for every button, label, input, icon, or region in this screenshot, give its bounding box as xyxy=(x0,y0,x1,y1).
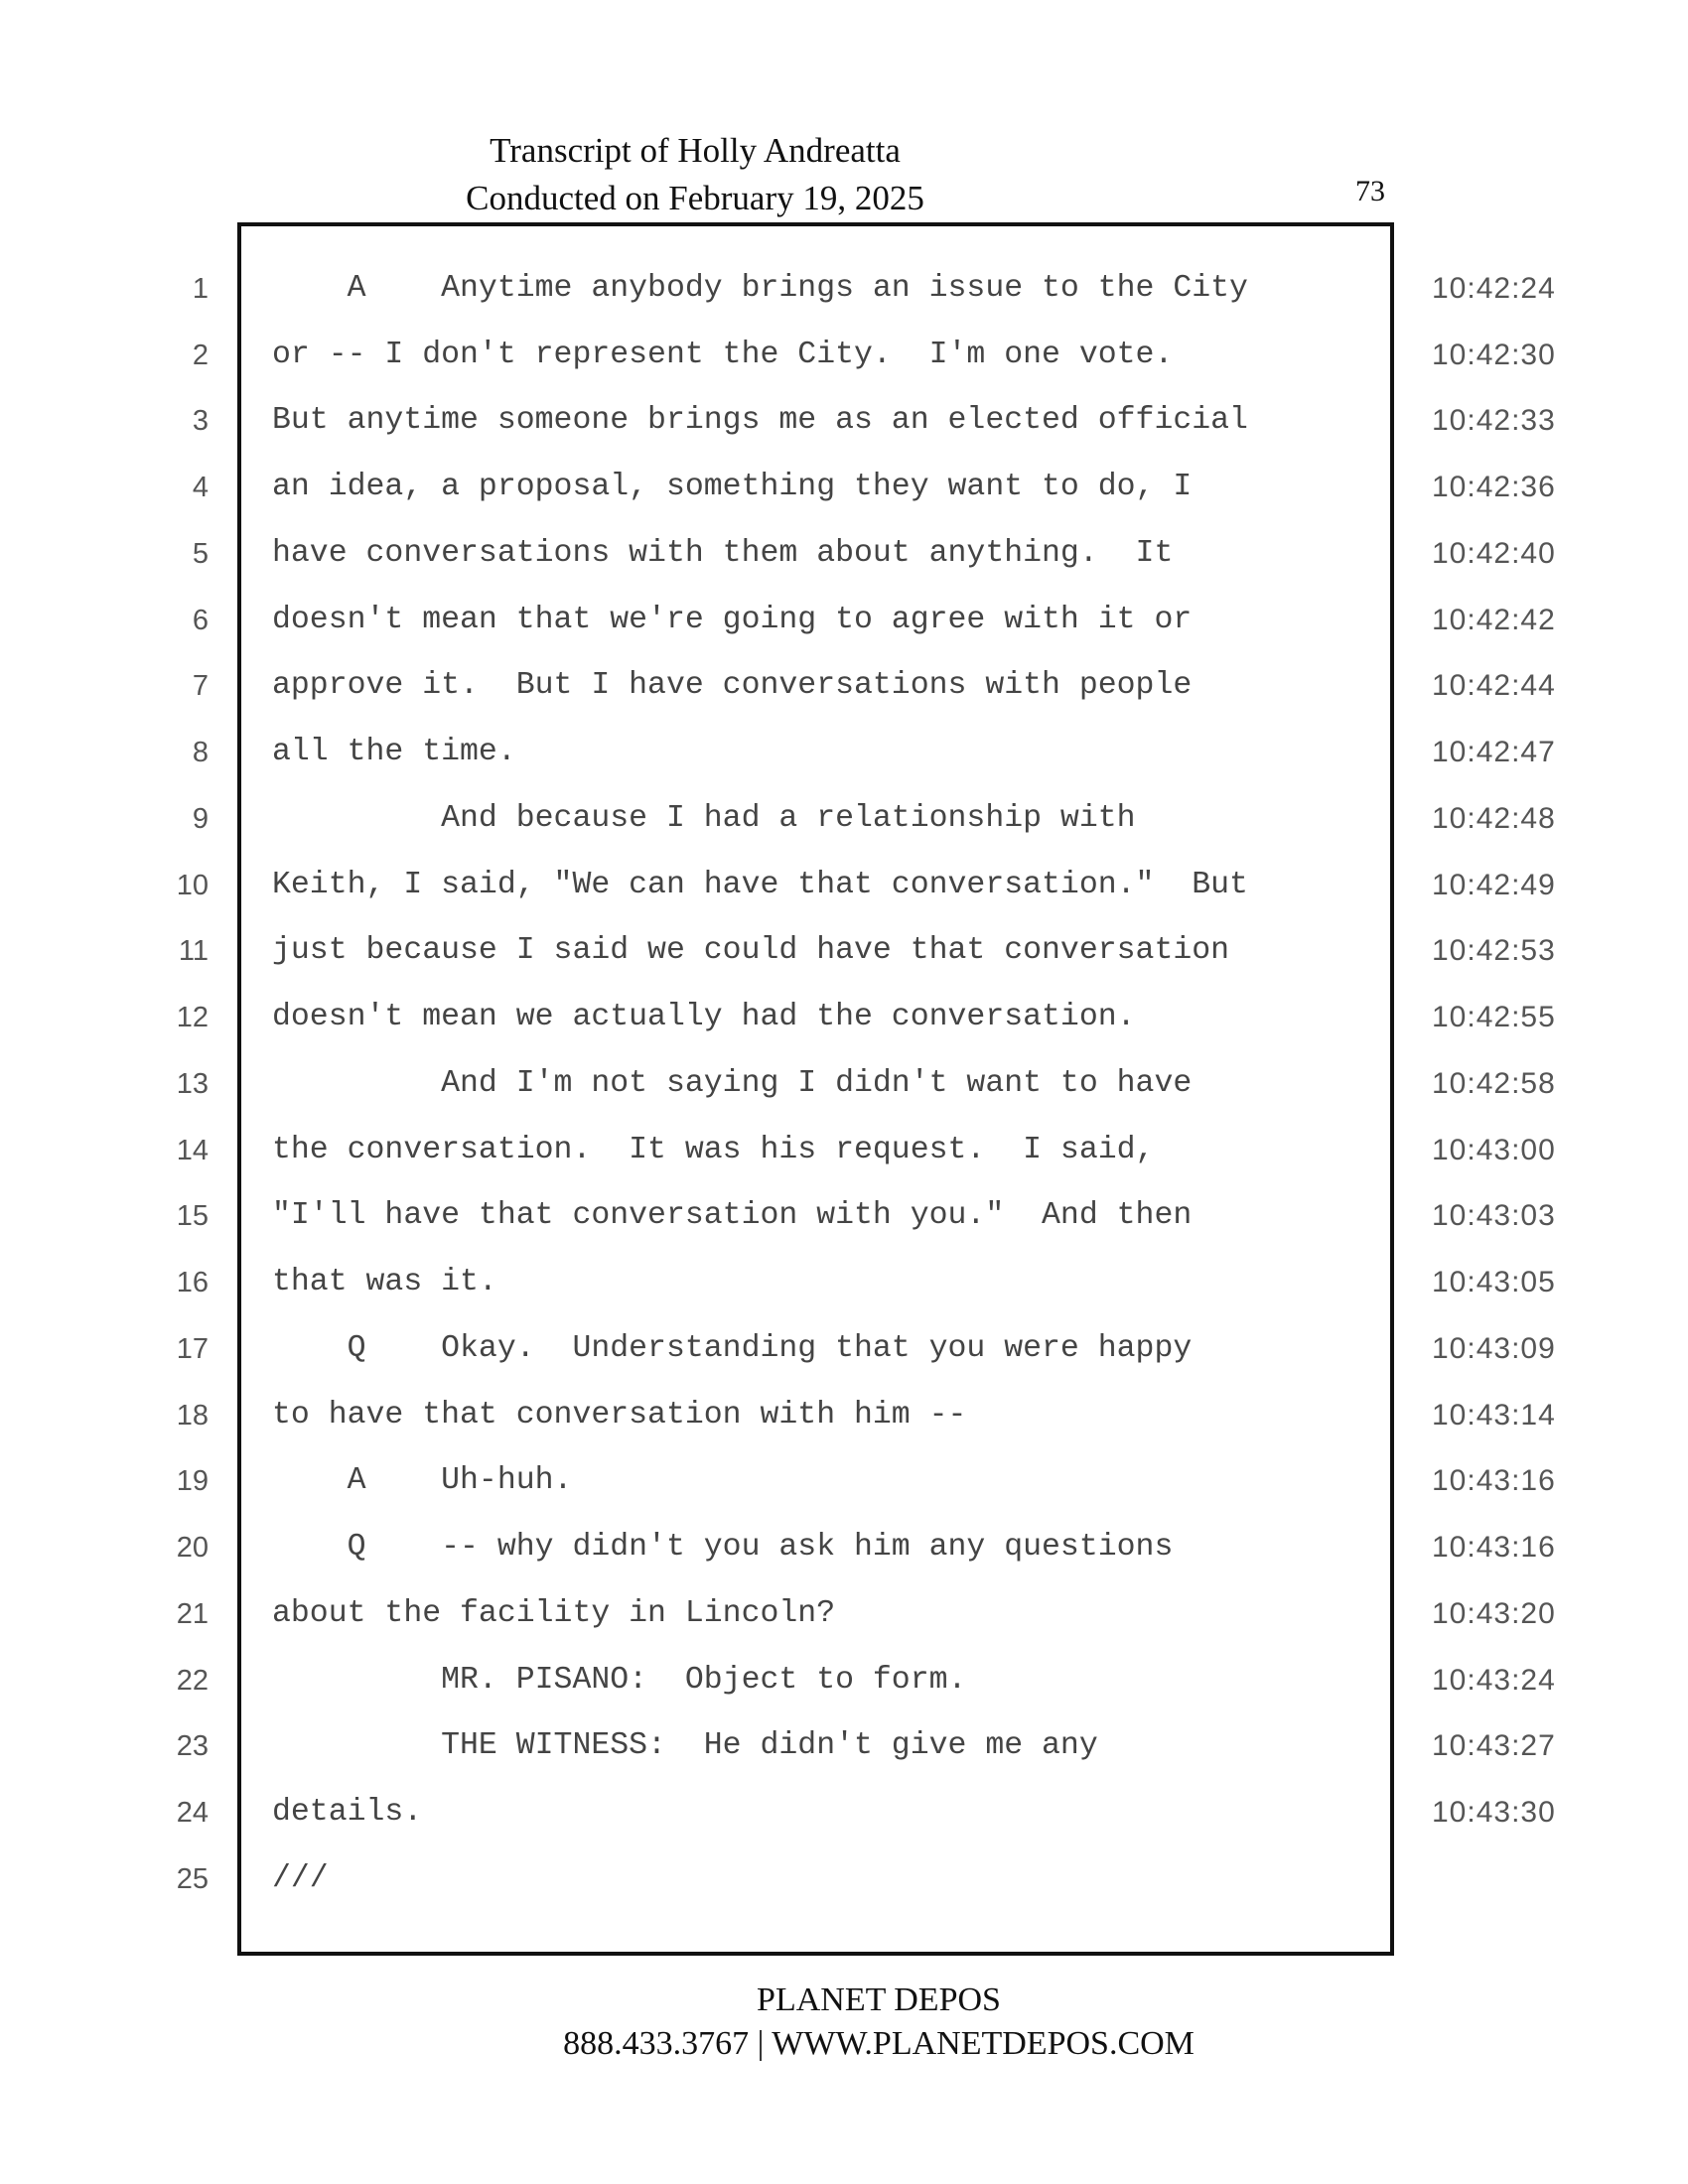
transcript-line xyxy=(0,998,1688,1064)
transcript-line xyxy=(0,1726,1688,1793)
line-number: 23 xyxy=(176,1730,209,1762)
transcript-line xyxy=(0,1329,1688,1396)
line-timestamp: 10:42:58 xyxy=(1432,1067,1556,1100)
transcript-line xyxy=(0,1661,1688,1727)
line-number: 24 xyxy=(176,1797,209,1829)
transcript-line xyxy=(0,1131,1688,1197)
line-number: 18 xyxy=(176,1400,209,1432)
line-number: 11 xyxy=(178,935,209,967)
line-timestamp: 10:42:33 xyxy=(1432,404,1556,437)
line-text: about the facility in Lincoln? xyxy=(272,1596,836,1631)
line-number: 7 xyxy=(192,670,209,702)
line-text: Q -- why didn't you ask him any questions xyxy=(272,1530,1174,1565)
transcript-title: Transcript of Holly Andreatta xyxy=(490,131,901,170)
page-number: 73 xyxy=(1355,175,1385,207)
line-number: 6 xyxy=(192,605,209,636)
line-text: doesn't mean that we're going to agree with it or xyxy=(272,603,1193,637)
line-text: And because I had a relationship with xyxy=(272,801,1136,836)
line-text: that was it. xyxy=(272,1265,497,1299)
line-text: THE WITNESS: He didn't give me any xyxy=(272,1728,1098,1763)
line-text: details. xyxy=(272,1795,423,1830)
transcript-line xyxy=(0,799,1688,866)
line-timestamp: 10:42:47 xyxy=(1432,736,1556,768)
transcript-line xyxy=(0,534,1688,601)
transcript-line xyxy=(0,1793,1688,1859)
line-number: 15 xyxy=(176,1200,209,1232)
line-text: A Anytime anybody brings an issue to the City xyxy=(272,271,1248,306)
line-number: 14 xyxy=(176,1135,209,1166)
line-number: 8 xyxy=(192,737,209,768)
line-text: all the time. xyxy=(272,735,516,769)
line-text: Q Okay. Understanding that you were happy xyxy=(272,1331,1193,1366)
transcript-line xyxy=(0,733,1688,799)
line-number: 16 xyxy=(176,1267,209,1298)
transcript-line xyxy=(0,468,1688,534)
transcript-line xyxy=(0,1461,1688,1528)
line-number: 19 xyxy=(176,1465,209,1497)
line-text: have conversations with them about anything. It xyxy=(272,536,1174,571)
line-text: an idea, a proposal, something they want to do, I xyxy=(272,470,1193,504)
line-text: the conversation. It was his request. I said, xyxy=(272,1133,1155,1167)
transcript-line xyxy=(0,866,1688,932)
line-timestamp: 10:42:42 xyxy=(1432,604,1556,636)
line-text: MR. PISANO: Object to form. xyxy=(272,1663,967,1698)
line-timestamp: 10:42:49 xyxy=(1432,869,1556,901)
line-number: 1 xyxy=(192,273,209,305)
line-timestamp: 10:43:00 xyxy=(1432,1134,1556,1166)
line-timestamp: 10:43:27 xyxy=(1432,1729,1556,1762)
transcript-header xyxy=(0,127,1688,222)
line-number: 4 xyxy=(192,472,209,503)
line-number: 25 xyxy=(176,1863,209,1895)
line-text: /// xyxy=(272,1861,329,1896)
transcript-line xyxy=(0,401,1688,468)
line-timestamp: 10:43:24 xyxy=(1432,1664,1556,1697)
line-text: And I'm not saying I didn't want to have xyxy=(272,1066,1193,1101)
line-number: 22 xyxy=(176,1665,209,1697)
line-number: 17 xyxy=(176,1333,209,1365)
line-timestamp: 10:43:03 xyxy=(1432,1199,1556,1232)
line-timestamp: 10:43:16 xyxy=(1432,1464,1556,1497)
line-text: or -- I don't represent the City. I'm one vote. xyxy=(272,338,1174,372)
line-timestamp: 10:42:55 xyxy=(1432,1001,1556,1033)
transcript-line xyxy=(0,1859,1688,1926)
transcript-line xyxy=(0,931,1688,998)
transcript-line xyxy=(0,1263,1688,1329)
line-number: 21 xyxy=(176,1598,209,1630)
line-timestamp: 10:42:36 xyxy=(1432,471,1556,503)
line-text: Keith, I said, "We can have that conversation." But xyxy=(272,868,1248,902)
line-text: "I'll have that conversation with you." And then xyxy=(272,1198,1193,1233)
line-timestamp: 10:42:40 xyxy=(1432,537,1556,570)
transcript-date: Conducted on February 19, 2025 xyxy=(466,179,924,217)
line-number: 20 xyxy=(176,1532,209,1564)
line-timestamp: 10:43:16 xyxy=(1432,1531,1556,1564)
line-number: 9 xyxy=(192,803,209,835)
line-timestamp: 10:42:30 xyxy=(1432,339,1556,371)
line-timestamp: 10:43:05 xyxy=(1432,1266,1556,1298)
transcript-line xyxy=(0,1594,1688,1661)
line-timestamp: 10:43:14 xyxy=(1432,1399,1556,1432)
line-number: 12 xyxy=(176,1002,209,1033)
line-number: 5 xyxy=(192,538,209,570)
page-footer xyxy=(0,1979,1688,2066)
line-number: 10 xyxy=(176,870,209,901)
transcript-line xyxy=(0,1196,1688,1263)
transcript-line xyxy=(0,269,1688,336)
transcript-line xyxy=(0,1064,1688,1131)
line-timestamp: 10:43:09 xyxy=(1432,1332,1556,1365)
line-number: 2 xyxy=(192,340,209,371)
line-timestamp: 10:42:53 xyxy=(1432,934,1556,967)
line-text: to have that conversation with him -- xyxy=(272,1398,967,1433)
line-number: 13 xyxy=(176,1068,209,1100)
line-text: doesn't mean we actually had the conversation. xyxy=(272,1000,1136,1034)
line-timestamp: 10:42:24 xyxy=(1432,272,1556,305)
line-timestamp: 10:42:48 xyxy=(1432,802,1556,835)
transcript-line xyxy=(0,1396,1688,1462)
transcript-line xyxy=(0,601,1688,667)
transcript-line xyxy=(0,1528,1688,1594)
line-text: A Uh-huh. xyxy=(272,1463,573,1498)
line-text: just because I said we could have that conversation xyxy=(272,933,1230,968)
line-text: But anytime someone brings me as an elected official xyxy=(272,403,1248,438)
line-timestamp: 10:43:30 xyxy=(1432,1796,1556,1829)
line-timestamp: 10:42:44 xyxy=(1432,669,1556,702)
line-number: 3 xyxy=(192,405,209,437)
footer-company: PLANET DEPOS xyxy=(757,1981,1001,2018)
transcript-line xyxy=(0,336,1688,402)
line-text: approve it. But I have conversations with people xyxy=(272,668,1193,703)
line-timestamp: 10:43:20 xyxy=(1432,1597,1556,1630)
transcript-line xyxy=(0,666,1688,733)
footer-contact: 888.433.3767 | WWW.PLANETDEPOS.COM xyxy=(563,2025,1195,2062)
